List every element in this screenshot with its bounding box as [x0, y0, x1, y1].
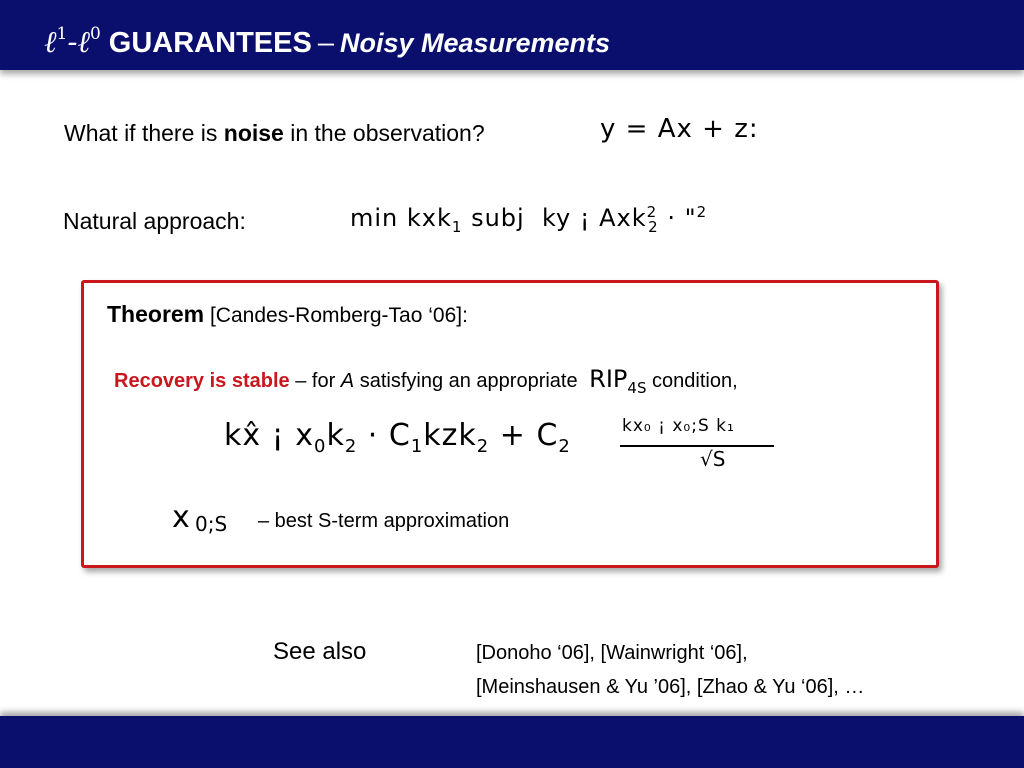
slide-title — [44, 14, 610, 63]
see-also-label: See also — [273, 638, 367, 665]
recovery-stable-label: Recovery is stable — [114, 370, 290, 392]
title-dash: – — [317, 27, 334, 59]
observation-equation: y = Ax + z: — [600, 114, 759, 144]
references-line-1: [Donoho ‘06], [Wainwright ‘06], — [476, 642, 748, 664]
noise-question: What if there is noise in the observation? — [64, 120, 485, 146]
natural-approach-equation: min kxk$_1$ subj ky ¡ Axk$^2_2$ · "$^2$ — [350, 203, 708, 236]
fraction-bar — [620, 445, 774, 447]
theorem-citation: [Candes-Romberg-Tao ‘06]: — [204, 304, 468, 327]
x0s-subscript: 0;S — [195, 512, 228, 536]
title-main: GUARANTEES — [108, 27, 312, 59]
references-line-2: [Meinshausen & Yu ’06], [Zhao & Yu ‘06], … — [476, 676, 865, 698]
title-bar — [0, 0, 1024, 70]
theorem-title: Theorem — [107, 301, 205, 327]
fraction-denominator: √S — [700, 447, 726, 471]
x0s-symbol: x — [172, 500, 190, 535]
noise-emphasis: noise — [223, 120, 284, 146]
theorem-heading — [107, 301, 468, 328]
fraction-numerator: kx₀ ¡ x₀;S k₁ — [622, 416, 735, 436]
title-math: ℓ$^1$-ℓ$^0$ — [44, 24, 101, 60]
x0s-description: – best S-term approximation — [258, 510, 510, 532]
footer-bar — [0, 716, 1024, 768]
stability-inequality: kx̂ ¡ $x_0k_2 \cdot C_1kzk_2 + C_2$ — [224, 418, 571, 457]
title-subtitle: Noisy Measurements — [339, 28, 611, 58]
recovery-statement: Recovery is stable – for A satisfying an appropriate $RIP_{4S}$ condition, — [114, 365, 738, 397]
rip-condition: $RIP_{4S}$ — [589, 365, 647, 397]
natural-approach-label: Natural approach: — [63, 208, 246, 234]
